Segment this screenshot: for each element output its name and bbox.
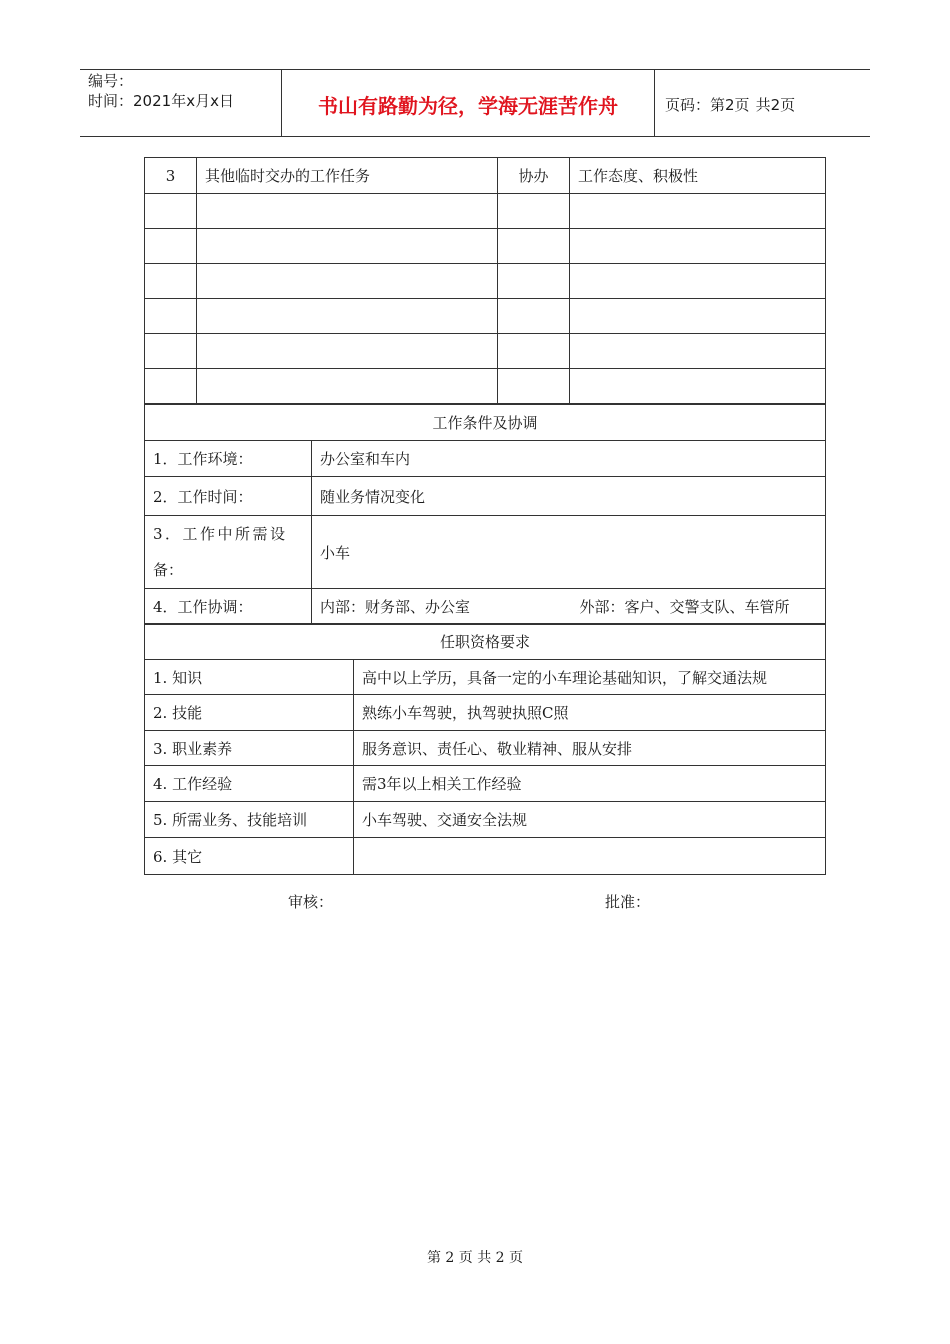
- condition-label: 1．工作环境：: [145, 441, 312, 477]
- empty-cell: [145, 369, 197, 404]
- header-number-label: 编号：: [88, 72, 134, 90]
- condition-label: 4．工作协调：: [145, 589, 312, 625]
- task-no: 3: [145, 158, 197, 194]
- table-row: [145, 624, 826, 660]
- empty-cell: [498, 229, 570, 264]
- header-page-label: 页码：: [665, 96, 711, 114]
- coordination-internal: 内部：财务部、办公室: [312, 589, 572, 625]
- qualification-label: 3. 职业素养: [145, 731, 354, 766]
- qualification-label: 6. 其它: [145, 838, 354, 875]
- empty-cell: [498, 369, 570, 404]
- qualification-value: [354, 838, 826, 875]
- empty-cell: [498, 299, 570, 334]
- header-page-current: 第2页: [710, 96, 750, 114]
- empty-cell: [570, 299, 826, 334]
- condition-value: 办公室和车内: [312, 441, 826, 477]
- empty-cell: [145, 334, 197, 369]
- empty-cell: [145, 229, 197, 264]
- header-time-value: 2021年x月x日: [133, 92, 234, 110]
- table-row: [145, 264, 826, 299]
- table-row: [145, 158, 826, 194]
- condition-value: 小车: [312, 516, 826, 589]
- condition-label: 2．工作时间：: [145, 477, 312, 516]
- table-row: [145, 766, 826, 802]
- header-page-info: [665, 94, 795, 115]
- empty-cell: [197, 299, 498, 334]
- conditions-title: 工作条件及协调: [145, 405, 826, 441]
- header-page-total: 共2页: [755, 96, 796, 114]
- empty-cell: [197, 369, 498, 404]
- empty-cell: [145, 299, 197, 334]
- condition-value: 随业务情况变化: [312, 477, 826, 516]
- qualification-value: 需3年以上相关工作经验: [354, 766, 826, 802]
- header-bottom-rule: [80, 136, 870, 137]
- table-row: [145, 695, 826, 731]
- empty-cell: [498, 334, 570, 369]
- header-time-label: 时间：: [88, 92, 134, 110]
- empty-cell: [570, 194, 826, 229]
- empty-cell: [570, 229, 826, 264]
- qualifications-title: 任职资格要求: [145, 624, 826, 660]
- empty-cell: [498, 264, 570, 299]
- task-description: 其他临时交办的工作任务: [197, 158, 498, 194]
- empty-cell: [570, 264, 826, 299]
- table-row: [145, 194, 826, 229]
- qualification-value: 熟练小车驾驶，执驾驶执照C照: [354, 695, 826, 731]
- table-row: [145, 369, 826, 404]
- header-divider-right: [654, 69, 655, 136]
- qualification-label: 1. 知识: [145, 660, 354, 695]
- empty-cell: [145, 194, 197, 229]
- conditions-table: [144, 404, 826, 625]
- table-row: [145, 477, 826, 516]
- table-row: [145, 516, 826, 589]
- qualification-label: 5. 所需业务、技能培训: [145, 802, 354, 838]
- table-row: [145, 405, 826, 441]
- condition-label-line: 3．工作中所需设: [153, 525, 288, 543]
- table-row: [145, 334, 826, 369]
- empty-cell: [197, 229, 498, 264]
- empty-cell: [145, 264, 197, 299]
- condition-label: [145, 516, 312, 589]
- table-row: [145, 229, 826, 264]
- page-footer: 第 2 页 共 2 页: [426, 1250, 524, 1266]
- coordination-external: 外部：客户、交警支队、车管所: [572, 589, 826, 625]
- empty-cell: [197, 334, 498, 369]
- table-row: [145, 802, 826, 838]
- header-top-rule: [80, 69, 870, 70]
- table-row: [145, 589, 826, 625]
- empty-cell: [197, 194, 498, 229]
- empty-cell: [570, 334, 826, 369]
- qualification-label: 2. 技能: [145, 695, 354, 731]
- review-label: 审核：: [288, 893, 334, 911]
- condition-label-line: 备：: [153, 561, 184, 579]
- task-role: 协办: [498, 158, 570, 194]
- qualifications-table: [144, 623, 826, 875]
- task-standard: 工作态度、积极性: [570, 158, 826, 194]
- empty-cell: [498, 194, 570, 229]
- approve-label: 批准：: [605, 893, 651, 911]
- task-table: [144, 157, 826, 404]
- qualification-value: 小车驾驶、交通安全法规: [354, 802, 826, 838]
- qualification-value: 服务意识、责任心、敬业精神、服从安排: [354, 731, 826, 766]
- empty-cell: [570, 369, 826, 404]
- table-row: [145, 299, 826, 334]
- table-row: [145, 441, 826, 477]
- qualification-label: 4. 工作经验: [145, 766, 354, 802]
- qualification-value: 高中以上学历，具备一定的小车理论基础知识，了解交通法规: [354, 660, 826, 695]
- table-row: [145, 660, 826, 695]
- header-motto: 书山有路勤为径，学海无涯苦作舟: [318, 94, 618, 118]
- table-row: [145, 731, 826, 766]
- table-row: [145, 838, 826, 875]
- header-time: [88, 90, 234, 111]
- empty-cell: [197, 264, 498, 299]
